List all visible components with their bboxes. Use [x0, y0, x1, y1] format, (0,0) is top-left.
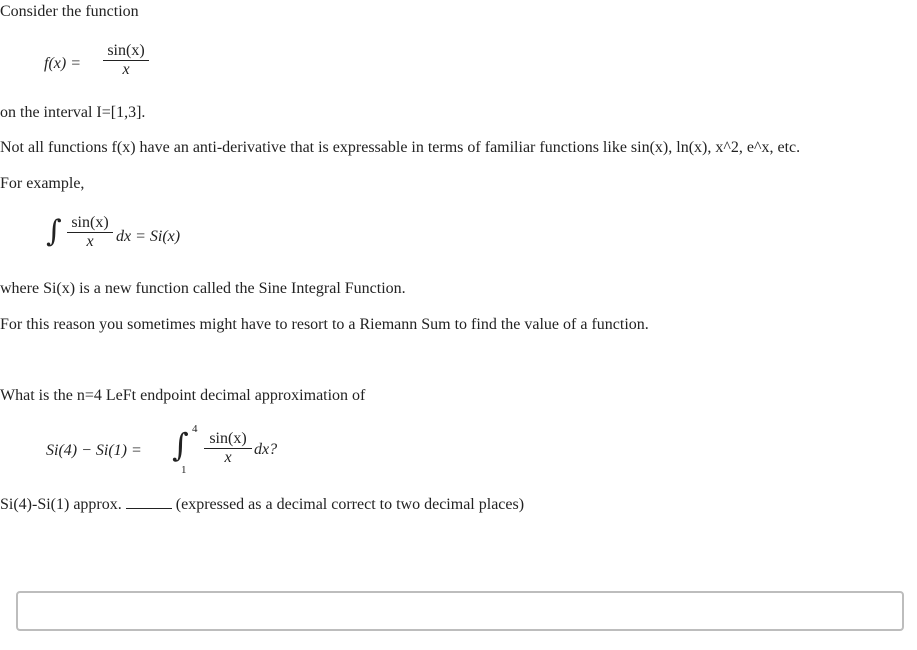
function-fraction [103, 42, 149, 79]
interval-text: on the interval I=[1,3]. [0, 104, 146, 121]
function-lhs: f(x) = [44, 55, 81, 72]
paragraph-antiderivative: Not all functions f(x) have an anti-derivative that is expressable in terms of familiar functions like sin(x), ln(x), x^2, e^x, etc. [0, 139, 801, 156]
paragraph-sine-integral: where Si(x) is a new function called the Sine Integral Function. [0, 280, 406, 297]
upper-limit: 4 [192, 423, 198, 435]
answer-blank [126, 496, 172, 509]
question-text: What is the n=4 LeFt endpoint decimal approximation of [0, 387, 366, 404]
definite-denominator: x [224, 449, 232, 466]
definite-lhs: Si(4) − Si(1) = [46, 442, 142, 459]
integral-sign: ∫ [172, 426, 189, 464]
answer-prefix: Si(4)-Si(1) approx. [0, 496, 122, 513]
definite-rhs: dx? [254, 441, 278, 458]
answer-suffix: (expressed as a decimal correct to two decimal places) [175, 496, 525, 513]
example-rhs: dx = Si(x) [116, 228, 181, 245]
intro-text: Consider the function [0, 3, 139, 20]
answer-input[interactable] [16, 591, 904, 631]
lower-limit: 1 [181, 464, 187, 476]
function-numerator: sin(x) [107, 42, 145, 59]
definite-fraction [204, 430, 252, 467]
definite-numerator: sin(x) [209, 430, 247, 447]
integral-sign: ∫ [46, 214, 62, 249]
paragraph-example: For example, [0, 175, 85, 192]
example-fraction [67, 214, 113, 251]
example-denominator: x [86, 233, 94, 250]
paragraph-riemann: For this reason you sometimes might have to resort to a Riemann Sum to find the value of a function. [0, 316, 649, 333]
example-numerator: sin(x) [71, 214, 109, 231]
function-denominator: x [122, 61, 130, 78]
answer-prompt-line [0, 496, 524, 514]
